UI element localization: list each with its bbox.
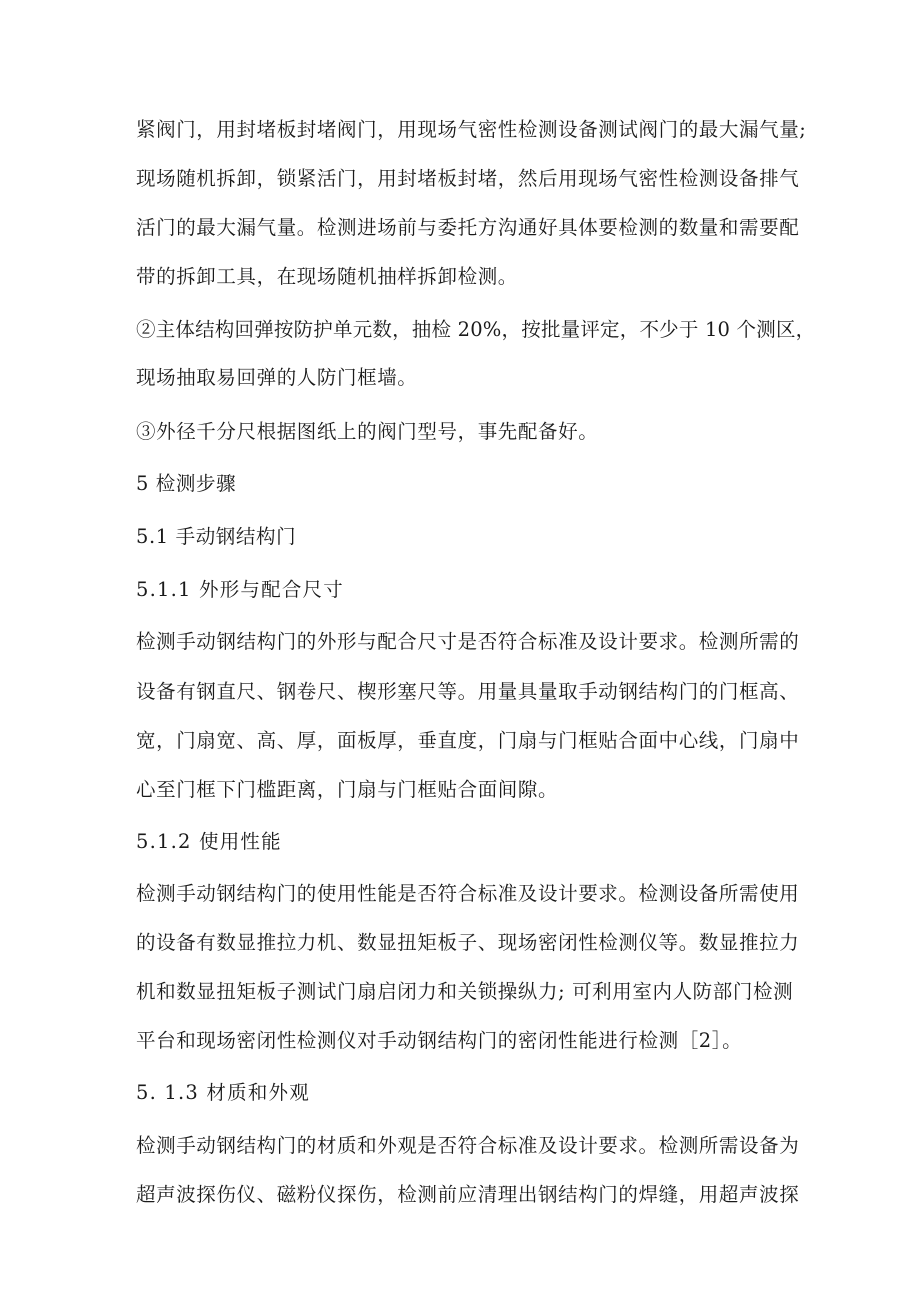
text-line: 机和数显扭矩板子测试门扇启闭力和关锁操纵力; 可利用室内人防部门检测 (136, 980, 794, 1003)
subsection-heading: 5.1 手动钢结构门 (136, 525, 297, 548)
text-line: 宽，门扇宽、高、厚，面板厚，垂直度，门扇与门框贴合面中心线，门扇中 (136, 729, 800, 752)
text-line: 带的拆卸工具，在现场随机抽样拆卸检测。 (136, 265, 518, 288)
subsubsection-heading: 5. 1.3 材质和外观 (136, 1081, 310, 1104)
text-line: 现场抽取易回弹的人防门框墙。 (136, 366, 418, 389)
text-line: 检测手动钢结构门的外形与配合尺寸是否符合标准及设计要求。检测所需的 (136, 630, 800, 653)
text-line: 检测手动钢结构门的使用性能是否符合标准及设计要求。检测设备所需使用 (136, 882, 800, 905)
text-line: ③外径千分尺根据图纸上的阀门型号，事先配备好。 (136, 420, 599, 443)
subsubsection-heading: 5.1.1 外形与配合尺寸 (136, 578, 344, 601)
text-line: 紧阀门，用封堵板封堵阀门，用现场气密性检测设备测试阀门的最大漏气量; (136, 118, 807, 141)
text-line: ②主体结构回弹按防护单元数，抽检 20%，按批量评定，不少于 10 个测区， (136, 318, 816, 341)
text-line: 活门的最大漏气量。检测进场前与委托方沟通好具体要检测的数量和需要配 (136, 216, 800, 239)
subsubsection-heading: 5.1.2 使用性能 (136, 830, 282, 853)
text-line: 现场随机拆卸，锁紧活门，用封堵板封堵，然后用现场气密性检测设备排气 (136, 167, 800, 190)
text-line: 心至门框下门槛距离，门扇与门框贴合面间隙。 (136, 778, 559, 801)
text-line: 检测手动钢结构门的材质和外观是否符合标准及设计要求。检测所需设备为 (136, 1134, 800, 1157)
section-heading: 5 检测步骤 (136, 472, 237, 495)
text-line: 设备有钢直尺、钢卷尺、楔形塞尺等。用量具量取手动钢结构门的门框高、 (136, 680, 800, 703)
text-line: 的设备有数显推拉力机、数显扭矩板子、现场密闭性检测仪等。数显推拉力 (136, 931, 800, 954)
text-line: 平台和现场密闭性检测仪对手动钢结构门的密闭性能进行检测［2］。 (136, 1029, 743, 1052)
text-line: 超声波探伤仪、磁粉仪探伤，检测前应清理出钢结构门的焊缝，用超声波探 (136, 1183, 800, 1206)
